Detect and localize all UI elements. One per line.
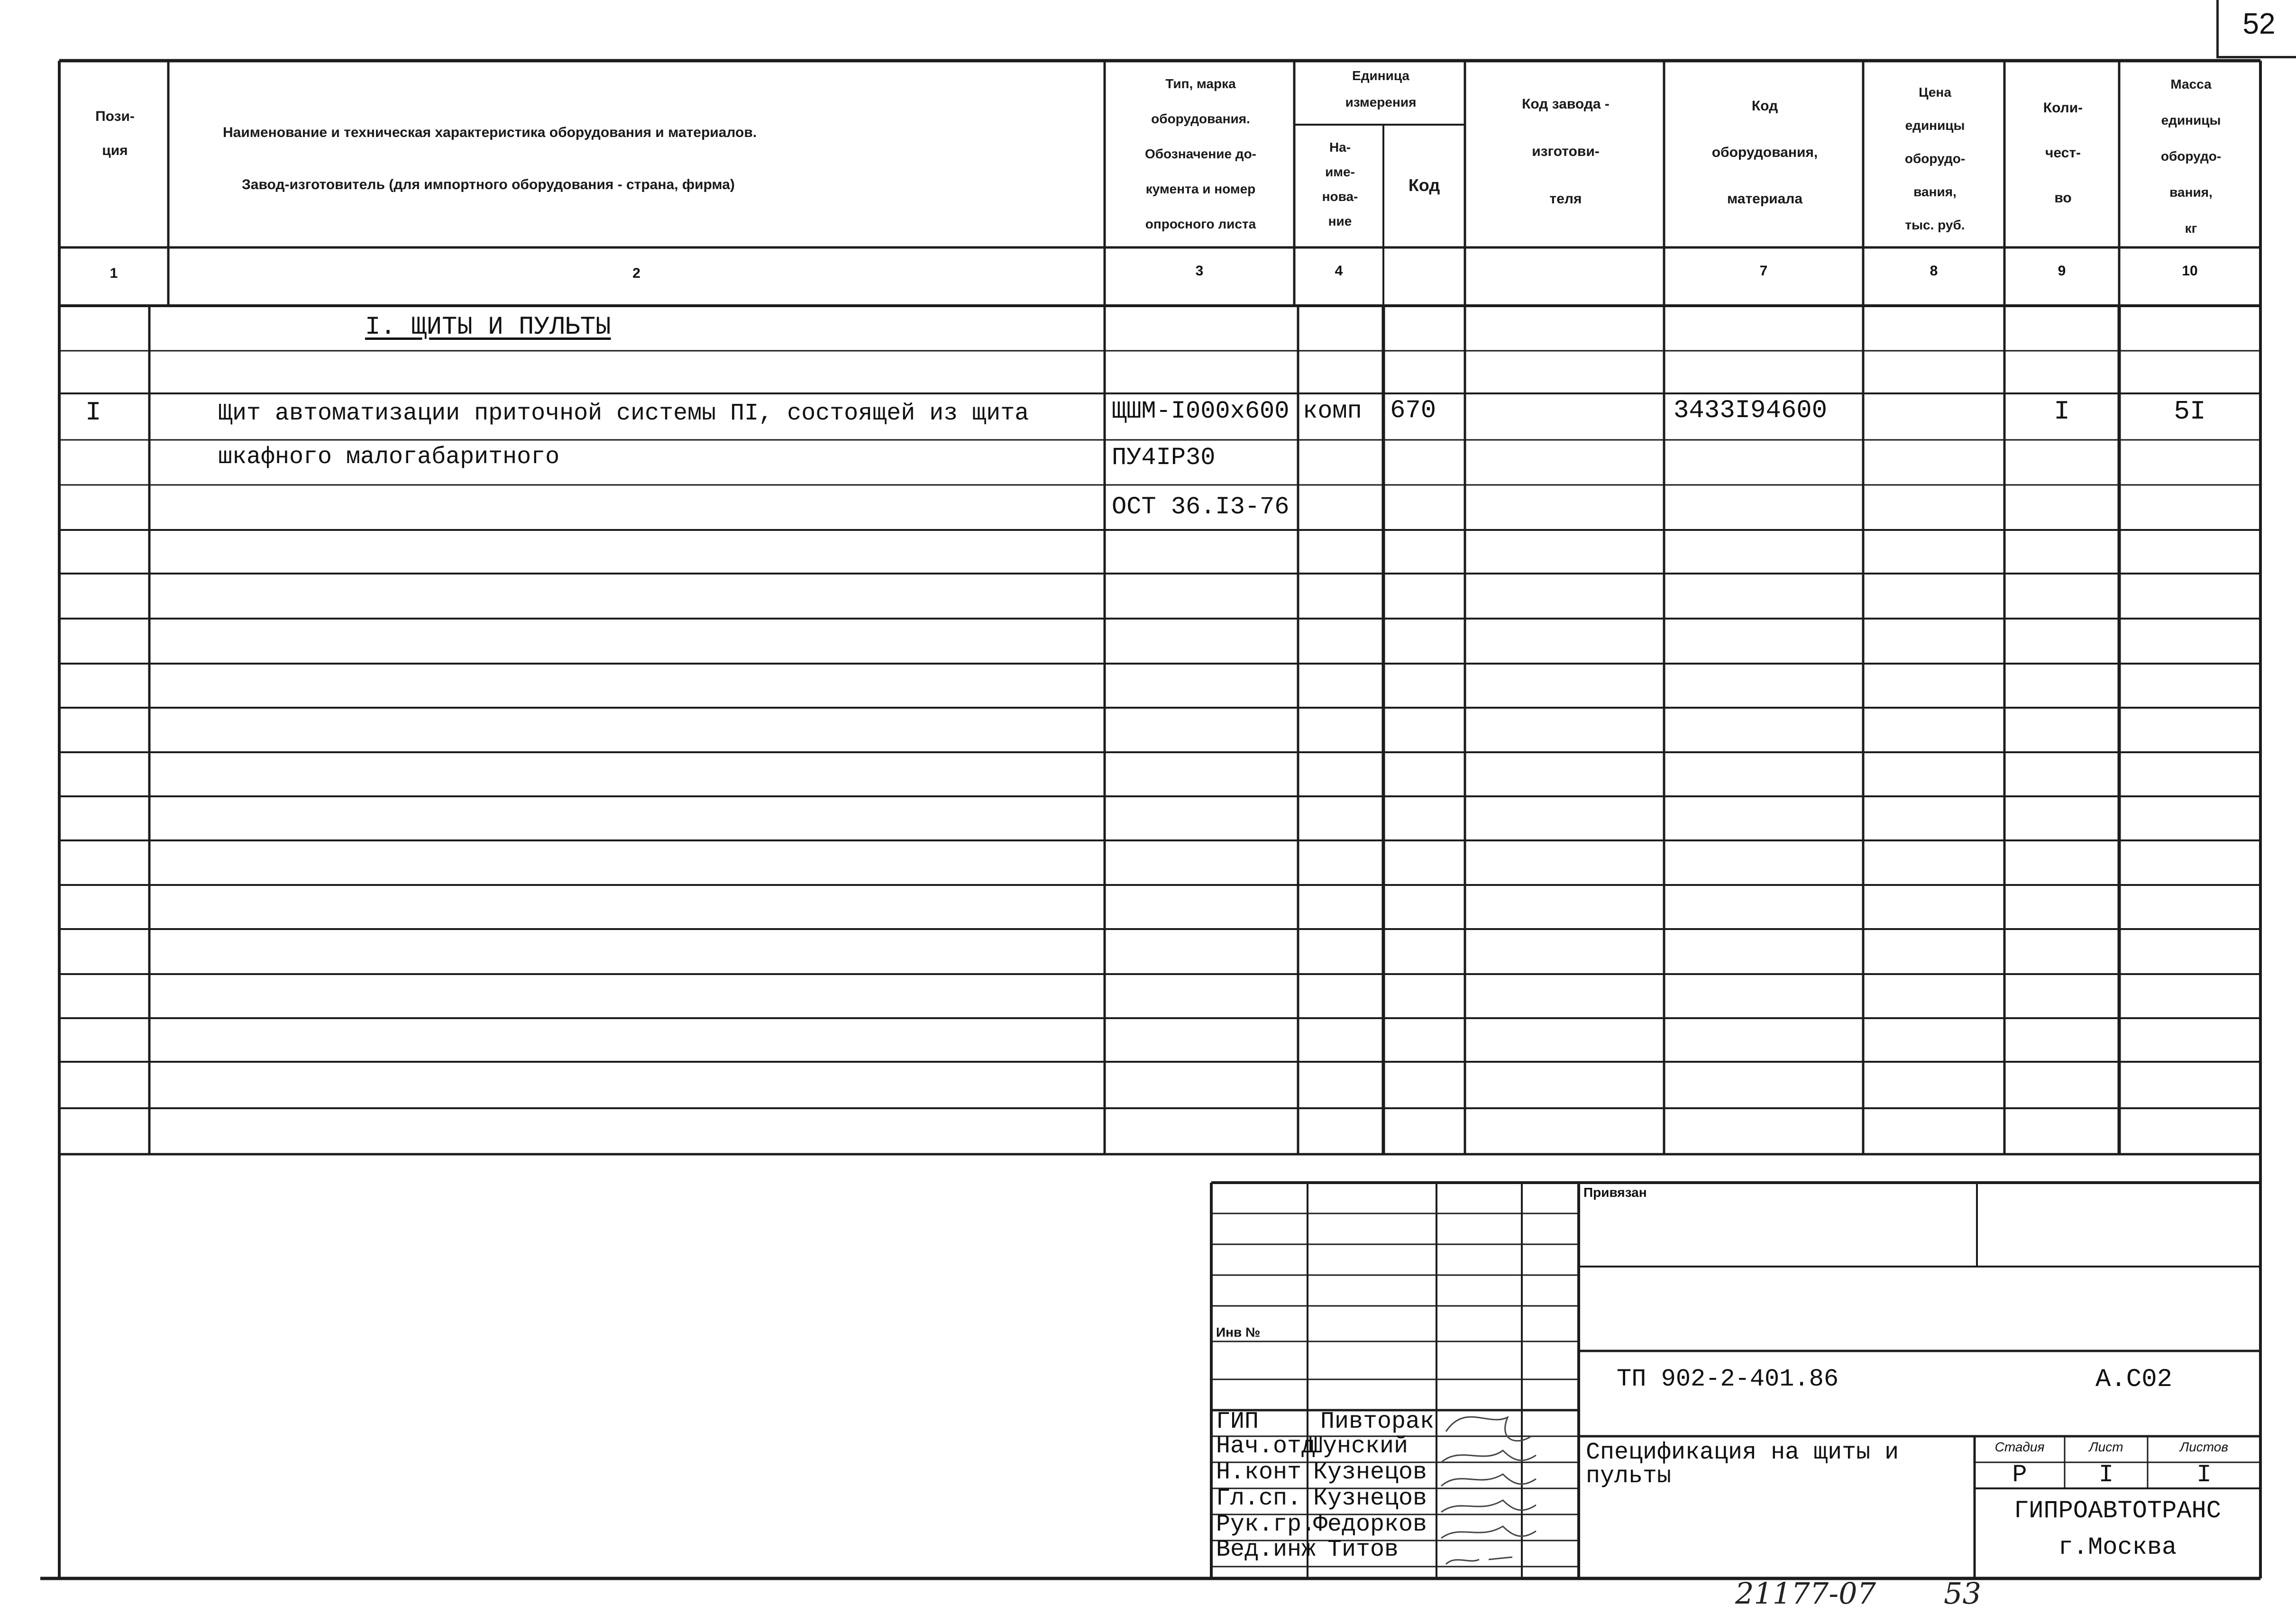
column-number-9: 9	[2058, 263, 2066, 279]
header-unit-group: Единица измерения	[1345, 68, 1417, 109]
header-unit-name: На- имe- нова- ние	[1322, 140, 1358, 228]
archive-page: 53	[1944, 1576, 1981, 1611]
stamp-role: Вед.инж	[1216, 1536, 1316, 1563]
header-col-type: Тип, марка оборудования. Обозначение до- кумента и номер опросного листа	[1144, 76, 1257, 231]
header-col-position: Пози- ция	[95, 109, 135, 158]
column-number-4: 4	[1335, 263, 1343, 279]
header-unit-code: Код	[1408, 175, 1440, 195]
stamp-sheet-code: А.С02	[2095, 1365, 2173, 1394]
stamp-stage-label: Стадия	[1994, 1440, 2045, 1454]
row-type-line1: ЩШМ-I000х600	[1112, 397, 1290, 425]
stamp-linked-label: Привязан	[1583, 1185, 1647, 1200]
header-quantity: Коли- чест- во	[2043, 100, 2083, 206]
header-equipment-code: Код оборудования, материала	[1711, 98, 1818, 207]
stamp-sheet-label: Лист	[2089, 1440, 2123, 1454]
header-mass: Масса единицы оборудо- вания, кг	[2160, 77, 2222, 236]
header-factory-code: Код завода - изготови- теля	[1522, 96, 1610, 207]
stamp-sheets: I	[2196, 1461, 2212, 1489]
stamp-role: ГИП	[1216, 1408, 1259, 1435]
row-name-line2: шкафного малогабаритного	[218, 444, 560, 471]
column-number-8: 8	[1930, 263, 1938, 279]
stamp-role: Гл.сп.	[1216, 1485, 1302, 1512]
stamp-person: Кузнецов	[1313, 1485, 1427, 1512]
stamp-person: Пивторак	[1320, 1408, 1435, 1435]
column-number-2: 2	[632, 265, 640, 281]
stamp-sheet: I	[2098, 1461, 2114, 1489]
stamp-person: Кузнецов	[1313, 1459, 1427, 1486]
row-type-line2: ПУ4IР30	[1112, 444, 1216, 472]
column-number-3: 3	[1195, 263, 1204, 279]
stamp-role: Нач.отд	[1216, 1433, 1316, 1460]
stamp-title: Спецификация на щиты и пульты	[1586, 1439, 1899, 1490]
stamp-stage: Р	[2012, 1461, 2027, 1489]
stamp-person: Федорков	[1313, 1511, 1427, 1538]
stamp-city: г.Москва	[2058, 1533, 2177, 1561]
column-number-1: 1	[110, 265, 118, 281]
row-type-line3: ОСТ 36.I3-76	[1112, 493, 1290, 521]
stamp-sheets-label: Листов	[2180, 1440, 2228, 1454]
column-number-10: 10	[2182, 263, 2198, 279]
section-title: I. ЩИТЫ И ПУЛЬТЫ	[365, 313, 611, 342]
header-col-name: Наименование и техническая характеристика оборудования и материалов. Завод-изготовитель (для импортного оборудования - страна, фирма)	[223, 125, 757, 192]
row-unit: комп	[1303, 397, 1362, 425]
row-name-line1: Щит автоматизации приточной системы ПI, состоящей из щита	[218, 400, 1029, 427]
archive-number: 21177-07	[1735, 1576, 1876, 1611]
column-number-7: 7	[1759, 263, 1768, 279]
stamp-person: Титов	[1327, 1536, 1399, 1563]
page-number: 52	[2242, 8, 2276, 40]
stamp-person: Шунский	[1308, 1433, 1409, 1460]
stamp-document-code: ТП 902-2-401.86	[1617, 1365, 1839, 1393]
header-price: Цена единицы оборудо- вания, тыс. руб.	[1904, 85, 1966, 232]
row-unit-code: 670	[1390, 396, 1436, 425]
stamp-organization: ГИПРОАВТОТРАНС	[2014, 1497, 2221, 1525]
row-mass: 5I	[2174, 396, 2206, 427]
row-quantity: I	[2054, 396, 2070, 427]
row-position: I	[85, 397, 101, 428]
stamp-inventory-label: Инв №	[1216, 1325, 1261, 1340]
stamp-role: Рук.гр.	[1216, 1511, 1316, 1538]
row-equipment-code: 3433I94600	[1674, 396, 1828, 425]
stamp-role: Н.конт	[1216, 1459, 1302, 1486]
